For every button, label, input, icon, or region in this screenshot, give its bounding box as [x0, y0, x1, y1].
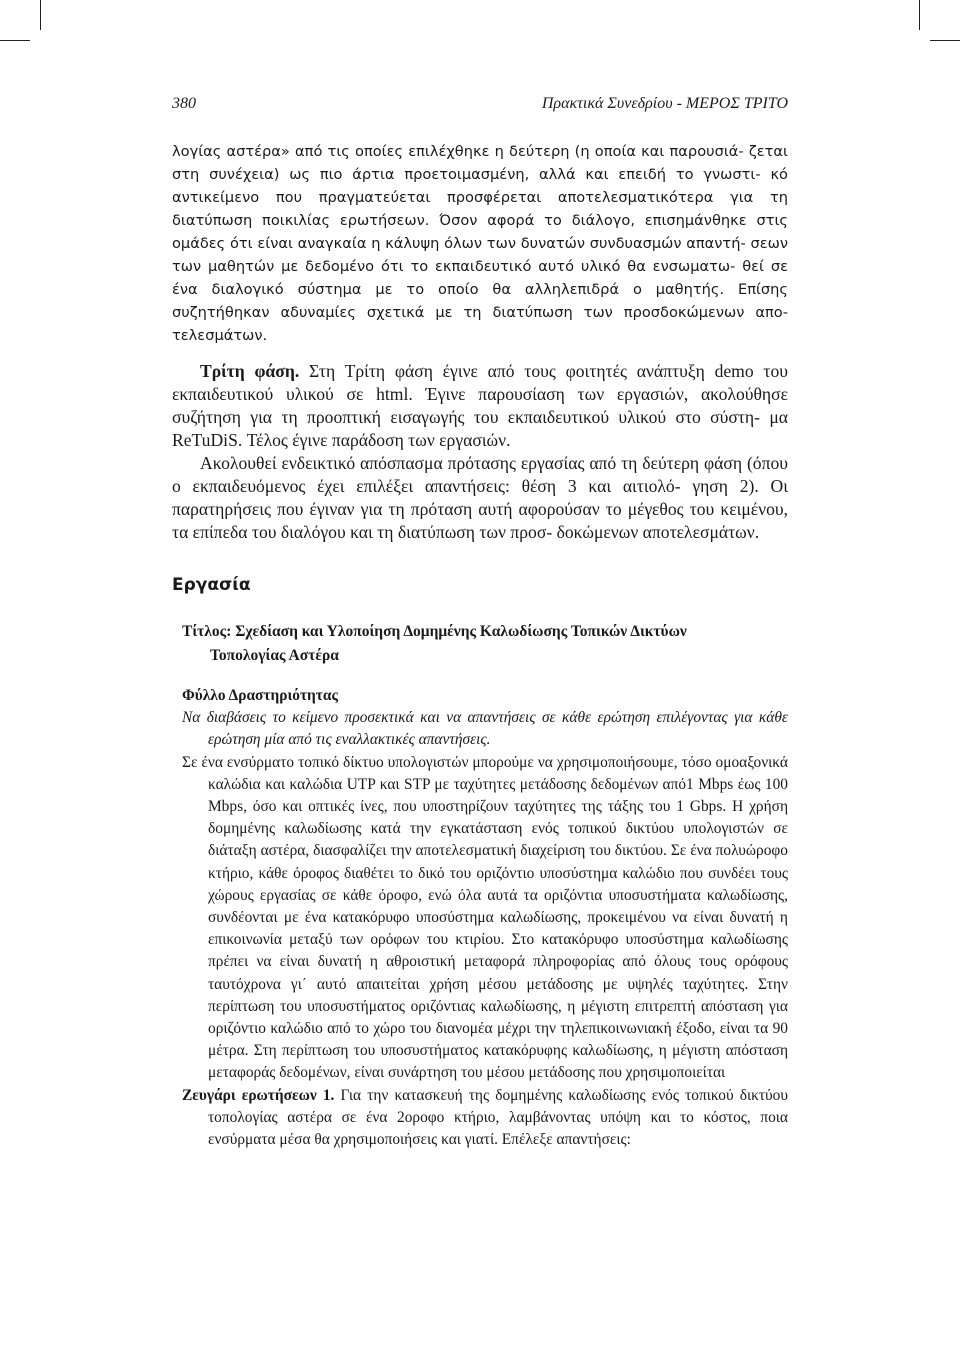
task-title-line1: Τίτλος: Σχεδίαση και Υλοποίηση Δομημένης Καλωδίωσης Τοπικών Δικτύων: [182, 623, 687, 640]
third-phase-paragraph: [172, 360, 788, 452]
task-title-line2: Τοπολογίας Αστέρα: [210, 647, 339, 664]
worksheet-instruction: Να διαβάσεις το κείμενο προσεκτικά και να απαντήσεις σε κάθε ερώτηση επιλέγοντας για κάθε ερώτηση μία από τις εναλλακτικές απαντήσεις.: [182, 709, 788, 749]
worksheet-heading: Φύλλο Δραστηριότητας: [182, 687, 338, 704]
intro-paragraph: λογίας αστέρα» από τις οποίες επιλέχθηκε η δεύτερη (η οποία και παρουσιά- ζεται στη συνέχεια) ως πιο άρτια προετοιμασμένη, αλλά και επειδή το γνωστι- κό αντικείμενο που πραγματεύεται προσφέρεται αποτελεσματικότερα για τη διατύπωση ποικιλίας ερωτήσεων. Όσον αφορά το διάλογο, επισημάνθηκε στις ομάδες ότι είναι αναγκαία η κάλυψη όλων των δυνατών συνδυασμών απαντή- σεων των μαθητών με δεδομένο ότι το εκπαιδευτικό αυτό υλικό θα ενσωματω- θεί σε ένα διαλογικό σύστημα με το οποίο θα αλληλεπιδρά ο μαθητής. Επίσης συζητήθηκαν αδυναμίες σχετικά με τη διατύπωση των προσδοκώμενων απο- τελεσμάτων.: [172, 143, 788, 344]
page-number: 380: [172, 95, 196, 112]
crop-mark: [40, 0, 41, 30]
crop-mark: [0, 40, 30, 41]
question-text: Για την κατασκευή της δομημένης καλωδίωσης ενός τοπικού δικτύου τοπολογίας αστέρα σε ένα 2οροφο κτήριο, λαμβάνοντας υπόψη και το κόστος, ποια ενσύρματα μέσα θα χρησιμοποιήσεις και γιατί. Επέλεξε απαντήσεις:: [208, 1086, 788, 1149]
third-phase-text: Στη Τρίτη φάση έγινε από τους φοιτητές ανάπτυξη demo του εκπαιδευτικού υλικού σε html. Έγινε παρουσίαση των εργασιών, ακολούθησε συζήτηση για τη προοπτική εισαγωγής του εκπαιδευτικού υλικού στο σύστη- μα ReTuDiS. Τέλος έγινε παράδοση των εργασιών.: [172, 361, 788, 450]
question-label: Ζευγάρι ερωτήσεων 1.: [182, 1086, 335, 1104]
task-title: [172, 620, 788, 668]
worksheet-body: Σε ένα ενσύρματο τοπικό δίκτυο υπολογιστών μπορούμε να χρησιμοποιήσουμε, τόσο ομοαξονικά καλώδια και καλώδια UTP και STP με ταχύτητες μετάδοσης δεδομένων από1 Mbps έως 100 Mbps, όσο και οπτικές ίνες, που υποστηρίζουν ταχύτητες της τάξης του 1 Gbps. Η χρήση δομημένης καλωδίωσης κατά την εγκατάσταση ενός τοπικού δικτύου υπολογιστών σε διάταξη αστέρα, διασφαλίζει την αποτελεσματική διαχείριση του δικτύου. Σε ένα πολυώροφο κτήριο, κάθε όροφος διαθέτει το δικό του οριζόντιο υποσύστημα καλώδιο που συνδέει τους χώρους εργασίας σε κάθε όροφο, ενώ όλα αυτά τα οριζόντια υποσυστήματα καλωδίωσης, συνδέονται με ένα κατακόρυφο υποσύστημα καλωδίωσης, προκειμένου να είναι δυνατή η επικοινωνία μεταξύ των ορόφων του κτιρίου. Στο κατακόρυφο υποσύστημα καλωδίωσης πρέπει να είναι δυνατή η αθροιστική μεταφορά πληροφορίας από όλους τους ορόφους ταυτόχρονα γι΄ αυτό απαιτείται χρήση μέσου μετάδοσης με υψηλές ταχύτητες. Στην περίπτωση του υποσυστήματος οριζόντιας καλωδίωσης, η μέγιστη επιτρεπτή απόσταση για οριζόντιο καλώδιο από το χώρο του διανομέα μέχρι την τηλεπικοινωνιακή έξοδο, είναι τα 90 μέτρα. Στη περίπτωση του υποσυστήματος κατακόρυφης καλωδίωσης, η μέγιστη απόσταση μεταφοράς δεδομένων, είναι συνάρτηση του μέσου μετάδοσης που χρησιμοποιείται: [182, 753, 788, 1082]
followup-paragraph: Ακολουθεί ενδεικτικό απόσπασμα πρότασης εργασίας από τη δεύτερη φάση (όπου ο εκπαιδευόμενος έχει επιλέξει απαντήσεις: θέση 3 και αιτιολό- γηση 2). Οι παρατηρήσεις που έγιναν για τη πρόταση αυτή αφορούσαν το μέγεθος του κειμένου, τα επίπεδα του διαλόγου και τη διατύπωση των προσ- δοκώμενων αποτελεσμάτων.: [172, 453, 788, 542]
crop-mark: [930, 40, 960, 41]
question-pair-1: [182, 1085, 788, 1152]
section-title: Εργασία: [172, 575, 251, 595]
third-phase-section: [172, 360, 788, 544]
third-phase-label: Τρίτη φάση.: [200, 361, 300, 381]
crop-mark: [919, 0, 920, 30]
running-title: Πρακτικά Συνεδρίου - ΜΕΡΟΣ ΤΡΙΤΟ: [541, 95, 788, 112]
worksheet: [182, 685, 788, 1151]
